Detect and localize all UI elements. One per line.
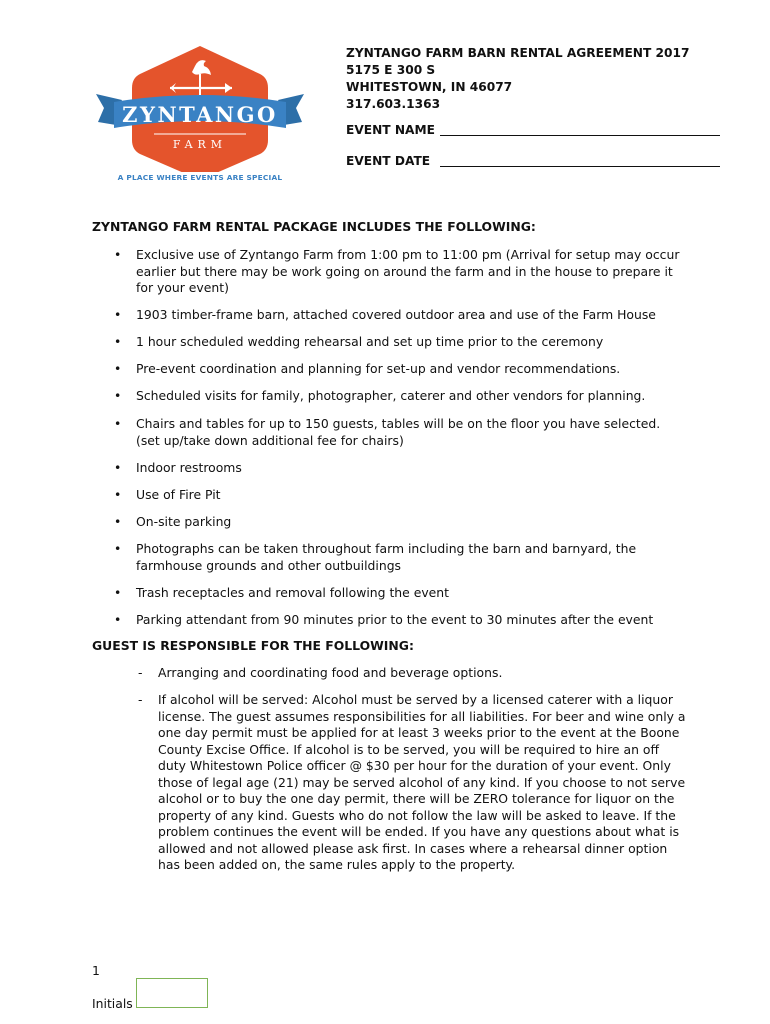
event-name-field[interactable] [440,135,720,136]
guest-item: Arranging and coordinating food and beverage options. [158,665,503,680]
package-item: 1 hour scheduled wedding rehearsal and set up time prior to the ceremony [136,334,604,349]
bullet-marker: • [114,585,122,600]
page-number: 1 [92,963,100,978]
logo-tagline: A PLACE WHERE EVENTS ARE SPECIAL [117,173,283,182]
bullet-marker: • [114,541,122,556]
event-name-label: EVENT NAME [346,123,435,137]
package-item: Parking attendant from 90 minutes prior to the event to 30 minutes after the event [136,612,654,627]
agreement-header [346,45,689,113]
logo-brand-text: ZYNTANGO [122,102,278,127]
event-date-field[interactable] [440,166,720,167]
package-item: On-site parking [136,514,232,529]
zyntango-logo [92,44,308,186]
initials-label: Initials [92,996,133,1011]
initials-field[interactable] [136,978,208,1008]
logo-graphic [92,44,308,172]
package-item: Pre-event coordination and planning for set-up and vendor recommendations. [136,361,621,376]
bullet-marker: • [114,247,122,262]
bullet-marker: • [114,307,122,322]
dash-marker: - [138,665,143,680]
package-item: Use of Fire Pit [136,487,221,502]
bullet-marker: • [114,612,122,627]
bullet-marker: • [114,416,122,431]
bullet-marker: • [114,361,122,376]
bullet-marker: • [114,388,122,403]
package-item: Indoor restrooms [136,460,242,475]
package-item: Chairs and tables for up to 150 guests, tables will be on the floor you have selected. (set up/take down additional fee for chairs) [136,416,661,448]
address-city: WHITESTOWN, IN 46077 [346,80,513,94]
logo-sub-text: FARM [172,138,228,151]
package-heading: ZYNTANGO FARM RENTAL PACKAGE INCLUDES THE FOLLOWING: [92,219,536,234]
agreement-title: ZYNTANGO FARM BARN RENTAL AGREEMENT 2017 [346,46,690,60]
bullet-marker: • [114,460,122,475]
package-item: Photographs can be taken throughout farm including the barn and barnyard, the farmhouse grounds and other outbuildings [136,541,637,573]
bullet-marker: • [114,487,122,502]
address-street: 5175 E 300 S [346,63,436,77]
bullet-marker: • [114,334,122,349]
package-item: Trash receptacles and removal following the event [136,585,450,600]
package-item: 1903 timber-frame barn, attached covered outdoor area and use of the Farm House [136,307,656,322]
package-item: Exclusive use of Zyntango Farm from 1:00 pm to 11:00 pm (Arrival for setup may occur earlier but there may be work going on around the farm and in the house to prepare it for your event) [136,247,680,295]
package-item: Scheduled visits for family, photographer, caterer and other vendors for planning. [136,388,646,403]
guest-heading: GUEST IS RESPONSIBLE FOR THE FOLLOWING: [92,638,414,653]
bullet-marker: • [114,514,122,529]
event-date-label: EVENT DATE [346,154,431,168]
guest-item-alcohol: If alcohol will be served: Alcohol must be served by a licensed caterer with a liquor license. The guest assumes responsibilities for all liabilities. For beer and wine only a one day permit must be applied for at least 3 weeks prior to the event at the Boone County Excise Office. If alcohol is to be served, you will be required to hire an off duty Whitestown Police officer @ $30 per hour for the duration of your event. Only those of legal age (21) may be served alcohol of any kind. If you choose to not serve alcohol or to buy the one day permit, there will be ZERO tolerance for liquor on the property of any kind. Guests who do not follow the law will be asked to leave. If the problem continues the event will be ended. If you have any questions about what is allowed and not allowed please ask first. In cases where a rehearsal dinner option has been added on, the same rules apply to the property. [158,692,686,872]
phone-number: 317.603.1363 [346,97,441,111]
dash-marker: - [138,692,143,707]
